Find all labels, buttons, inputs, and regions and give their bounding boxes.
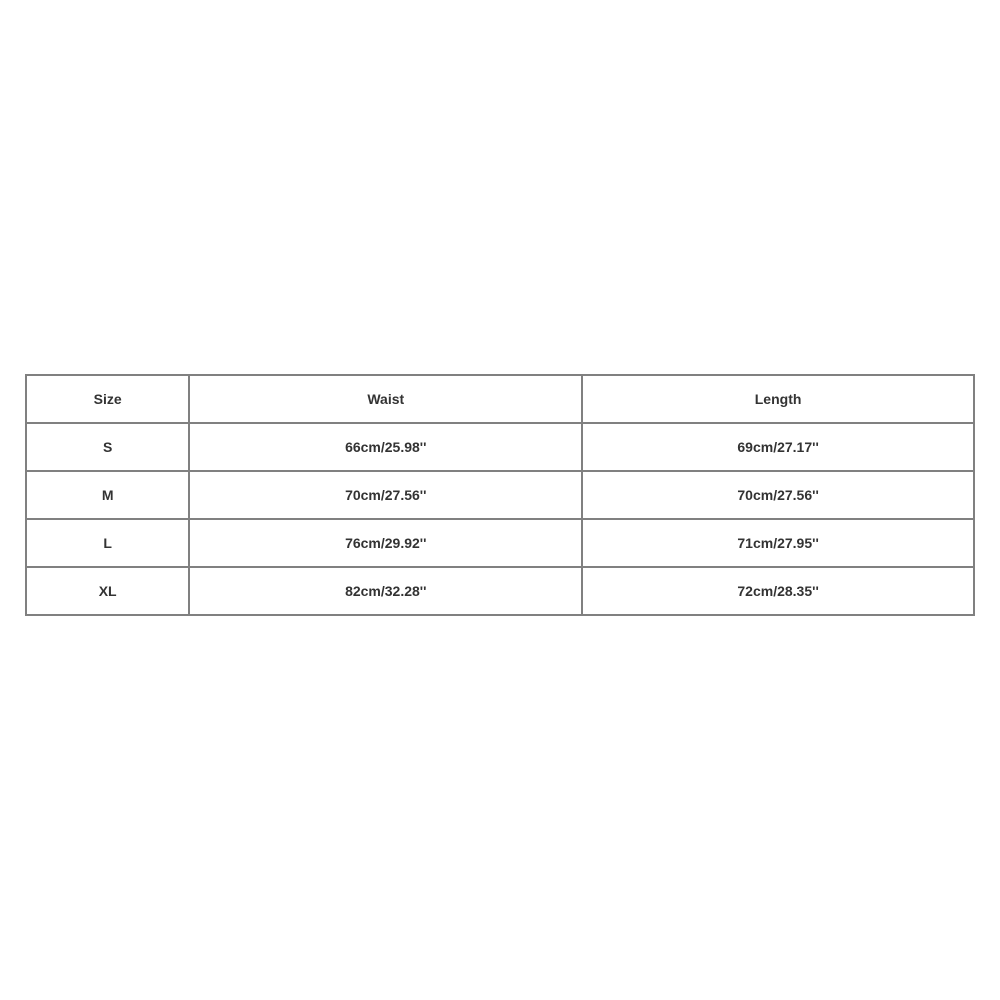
header-waist: Waist	[189, 375, 582, 423]
size-cell: L	[26, 519, 189, 567]
header-length: Length	[582, 375, 974, 423]
waist-cell: 70cm/27.56''	[189, 471, 582, 519]
size-cell: S	[26, 423, 189, 471]
length-cell: 72cm/28.35''	[582, 567, 974, 615]
waist-cell: 76cm/29.92''	[189, 519, 582, 567]
table-header-row	[26, 375, 974, 423]
waist-cell: 82cm/32.28''	[189, 567, 582, 615]
length-cell: 71cm/27.95''	[582, 519, 974, 567]
header-size: Size	[26, 375, 189, 423]
table-row	[26, 519, 974, 567]
size-chart-table	[25, 374, 975, 616]
table-row	[26, 567, 974, 615]
table-row	[26, 423, 974, 471]
length-cell: 70cm/27.56''	[582, 471, 974, 519]
table-row	[26, 471, 974, 519]
size-cell: M	[26, 471, 189, 519]
waist-cell: 66cm/25.98''	[189, 423, 582, 471]
size-cell: XL	[26, 567, 189, 615]
length-cell: 69cm/27.17''	[582, 423, 974, 471]
